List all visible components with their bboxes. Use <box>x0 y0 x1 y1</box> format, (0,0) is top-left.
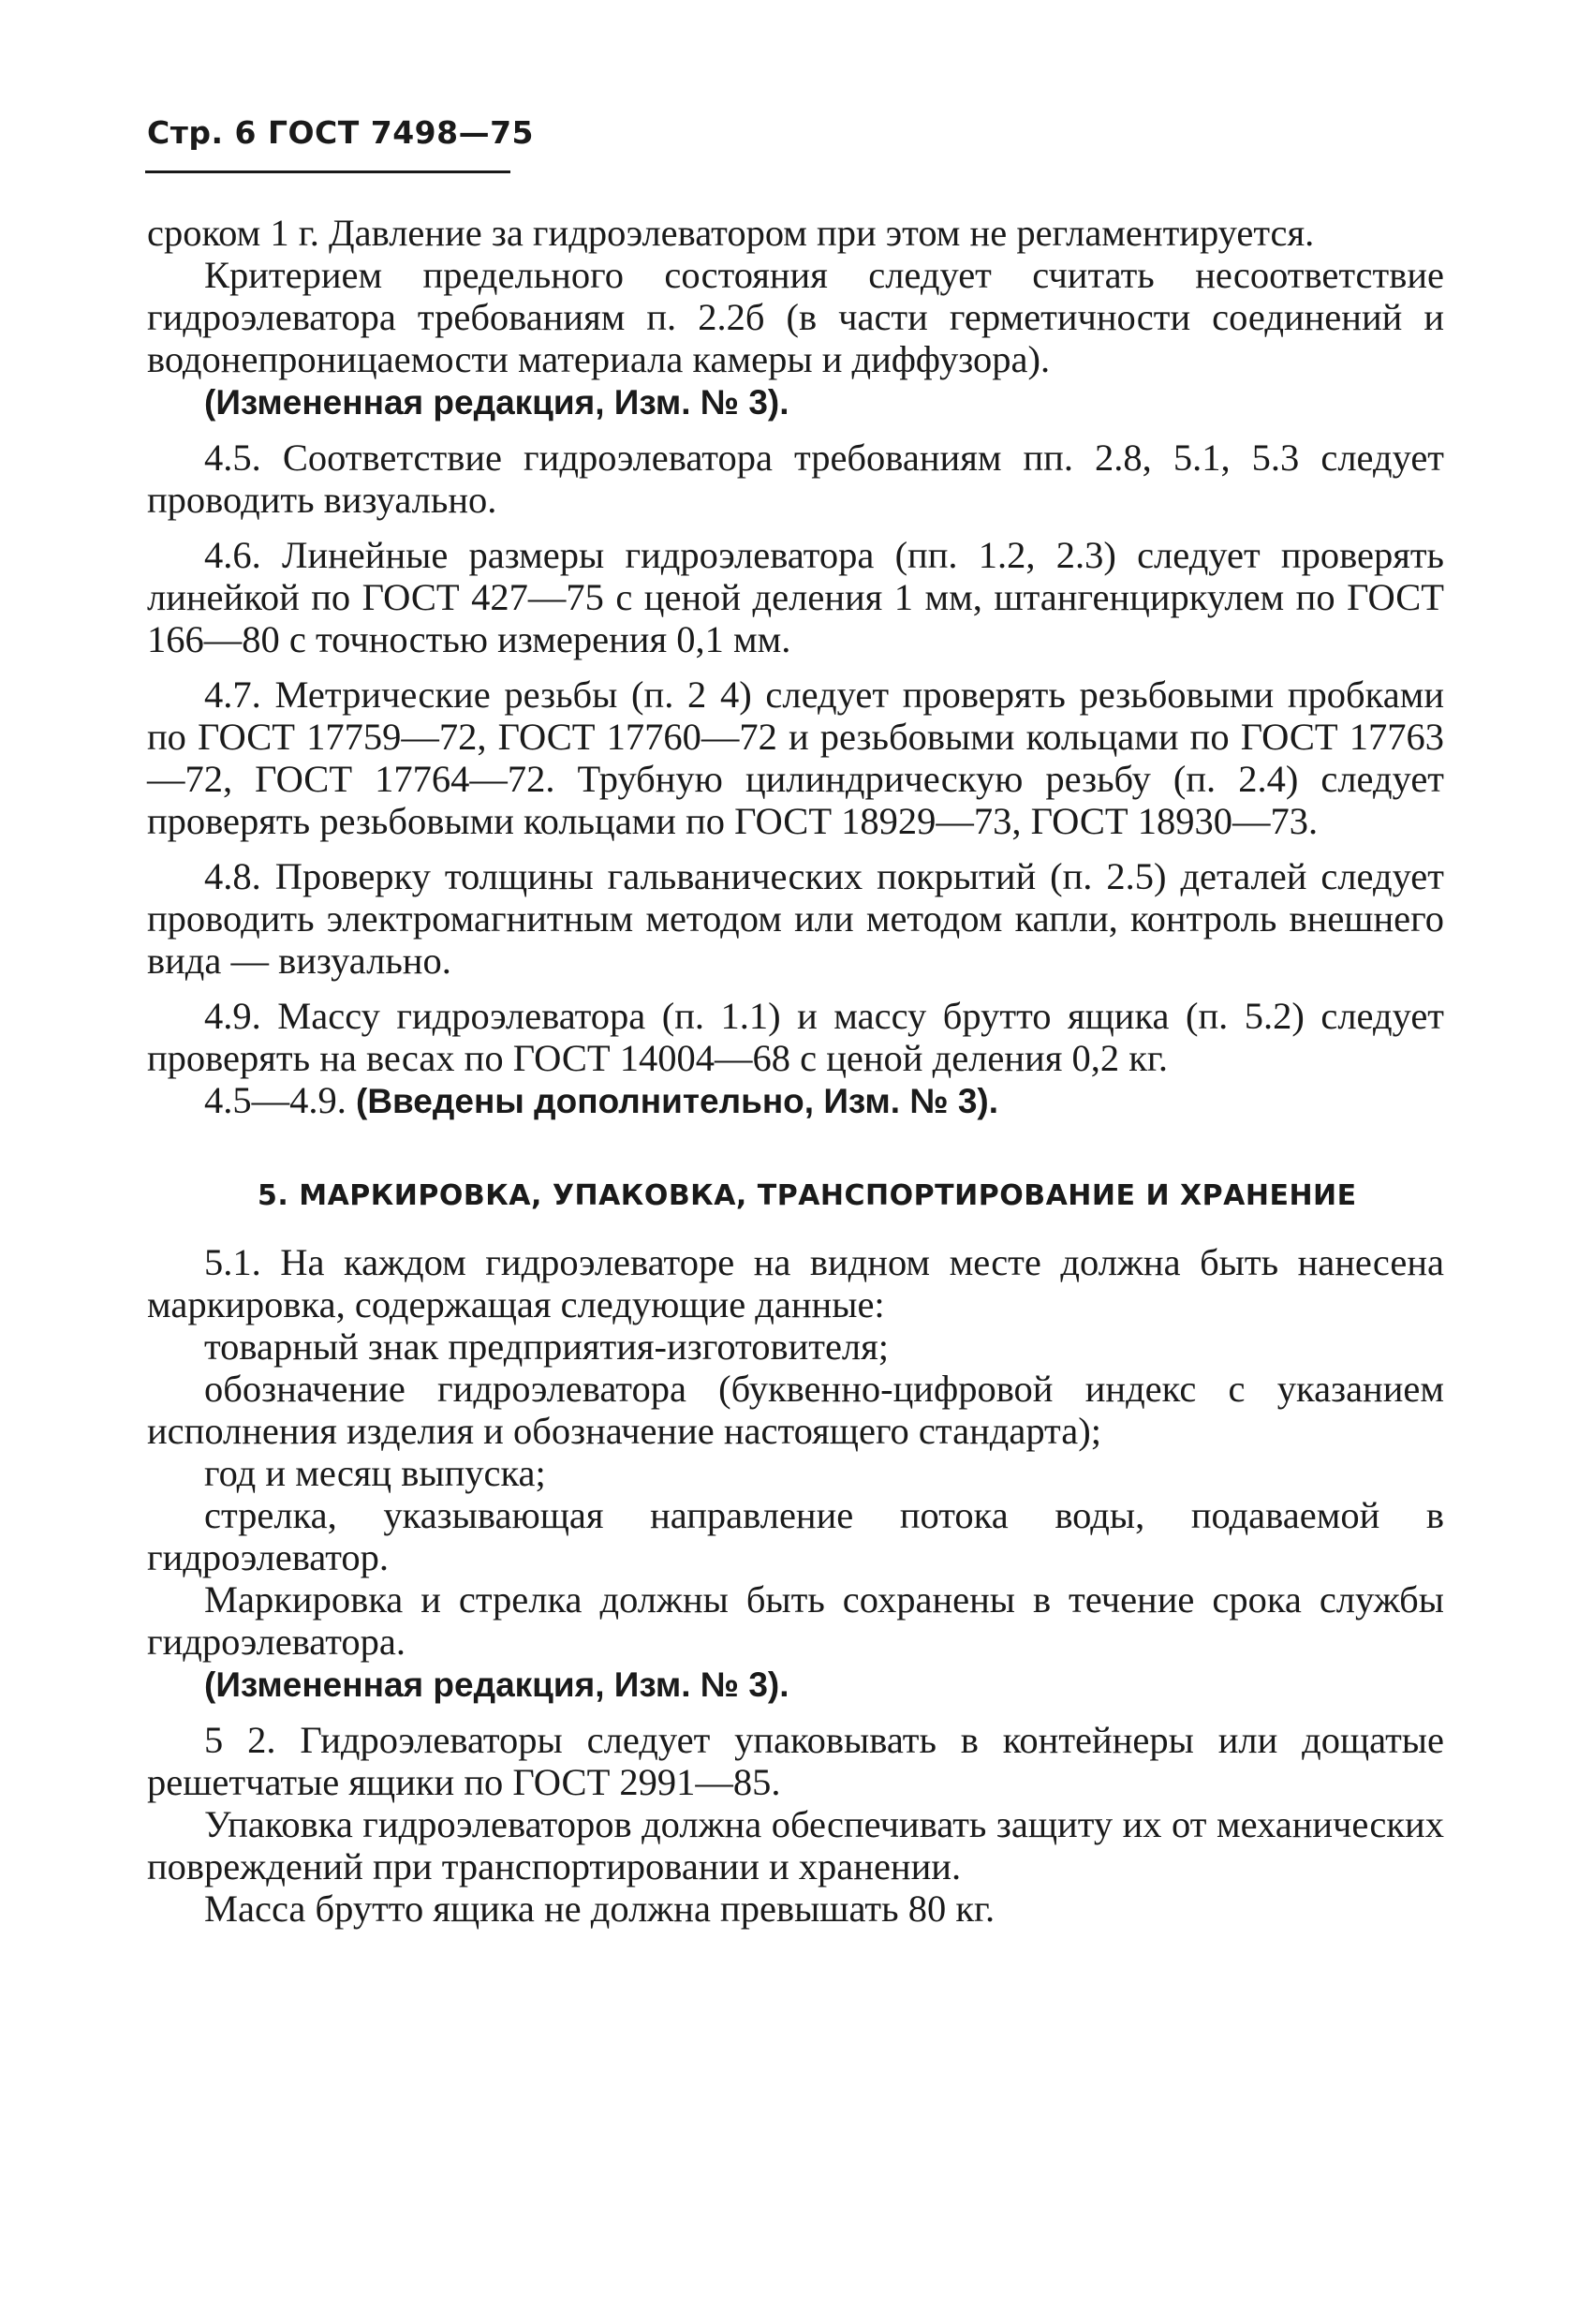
marking-item: стрелка, указывающая направление потока воды, подаваемой в гидроэлеватор. <box>147 1494 1444 1578</box>
paragraph-limit-state: Критерием предельного состояния следует считать несоответствие гидроэлеватора требованиям п. 2.2б (в части герметичности соединений и водонепроницаемости материала камеры и диффузора). <box>147 254 1444 380</box>
marking-item: год и месяц выпуска; <box>204 1452 546 1494</box>
clause-4-9: 4.9. Массу гидроэлеватора (п. 1.1) и массу брутто ящика (п. 5.2) следует проверять на весах по ГОСТ 14004—68 с ценой деления 0,2 кг. <box>147 995 1444 1079</box>
amendment-note-text: (Введены дополнительно, Изм. № 3). <box>356 1082 999 1120</box>
amendment-note <box>147 1079 1444 1122</box>
marking-item: обозначение гидроэлеватора (буквенно-цифровой индекс с указанием исполнения изделия и обозначение настоящего стандарта); <box>147 1368 1444 1452</box>
amendment-note-text: (Измененная редакция, Изм. № 3). <box>204 383 789 422</box>
amendment-note <box>147 380 1444 423</box>
marking-item: товарный знак предприятия-изготовителя; <box>204 1325 890 1368</box>
header-rule <box>145 170 510 173</box>
section-5-title: 5. МАРКИРОВКА, УПАКОВКА, ТРАНСПОРТИРОВАНИЕ И ХРАНЕНИЕ <box>258 1179 1357 1212</box>
clause-4-8: 4.8. Проверку толщины гальванических покрытий (п. 2.5) деталей следует проводить электромагнитным методом или методом капли, контроль внешнего вида — визуально. <box>147 855 1444 982</box>
document-body <box>147 212 1444 1930</box>
amendment-note-text: (Измененная редакция, Изм. № 3). <box>204 1665 789 1704</box>
amendment-note <box>147 1663 1444 1706</box>
clause-4-7: 4.7. Метрические резьбы (п. 2 4) следует проверять резьбовыми пробками по ГОСТ 17759—72, ГОСТ 17760—72 и резьбовыми кольцами по ГОСТ 17763—72, ГОСТ 17764—72. Трубную цилиндрическую резьбу (п. 2.4) следует проверять резьбовыми кольцами по ГОСТ 18929—73, ГОСТ 18930—73. <box>147 674 1444 842</box>
gross-mass-limit: Масса брутто ящика не должна превышать 80 кг. <box>204 1887 996 1930</box>
clause-5-1: 5.1. На каждом гидроэлеваторе на видном месте должна быть нанесена маркировка, содержащая следующие данные: <box>147 1241 1444 1325</box>
marking-retention: Маркировка и стрелка должны быть сохранены в течение срока службы гидроэлеватора. <box>147 1578 1444 1663</box>
page-header: Стр. 6 ГОСТ 7498—75 <box>147 114 535 151</box>
packaging-protection: Упаковка гидроэлеваторов должна обеспечивать защиту их от механических повреждений при транспортировании и хранении. <box>147 1803 1444 1887</box>
paragraph-continuation: сроком 1 г. Давление за гидроэлеватором при этом не регламентируется. <box>147 212 1315 254</box>
clause-5-2: 5 2. Гидроэлеваторы следует упаковывать в контейнеры или дощатые решетчатые ящики по ГОСТ 2991—85. <box>147 1719 1444 1803</box>
clause-4-5: 4.5. Соответствие гидроэлеватора требованиям пп. 2.8, 5.1, 5.3 следует проводить визуально. <box>147 437 1444 521</box>
clause-4-6: 4.6. Линейные размеры гидроэлеватора (пп. 1.2, 2.3) следует проверять линейкой по ГОСТ 427—75 с ценой деления 1 мм, штангенциркулем по ГОСТ 166—80 с точностью измерения 0,1 мм. <box>147 534 1444 660</box>
amendment-note-prefix: 4.5—4.9. <box>204 1079 347 1121</box>
